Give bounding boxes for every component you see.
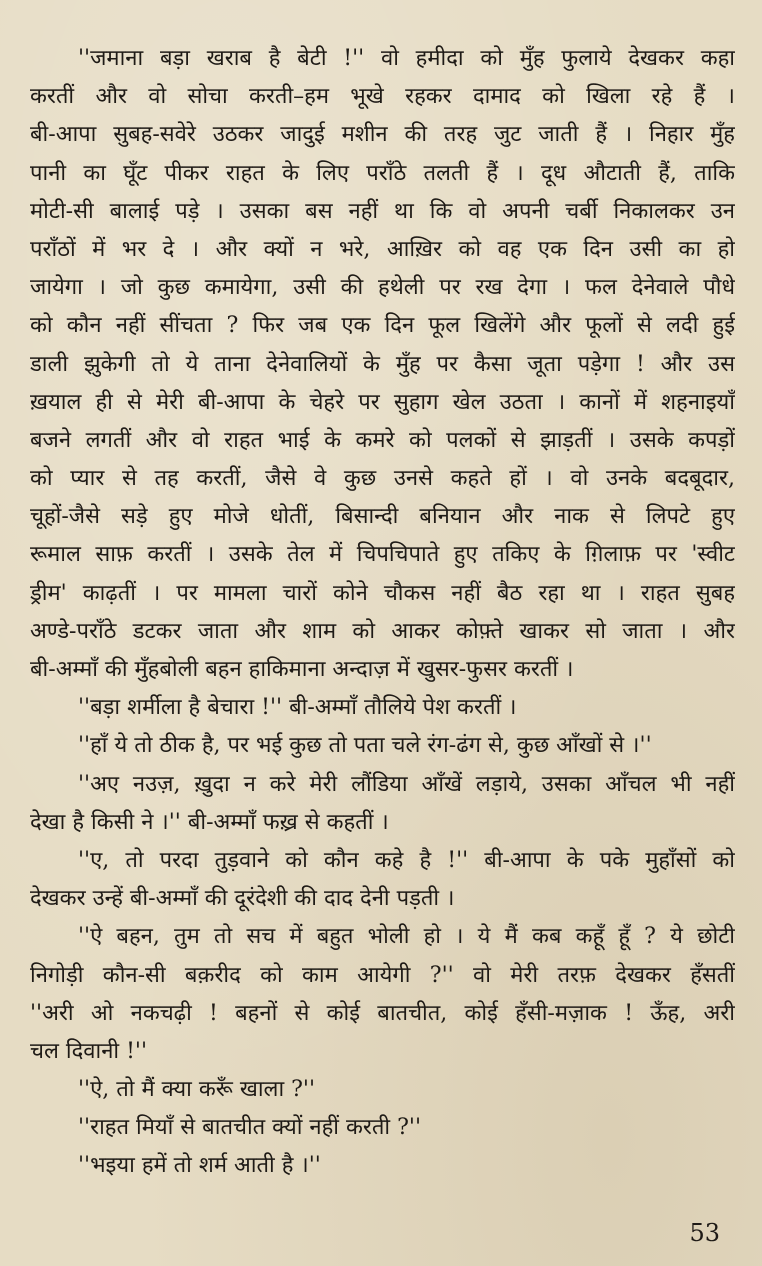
text-line: देखकर उन्हें बी-अम्माँ की दूरंदेशी की दाद देनी पड़ती । (30, 886, 455, 912)
text-line: बी-आपा सुबह-सवेरे उठकर जादुई मशीन की तरह जुट जाती हैं । निहार मुँह (30, 122, 735, 148)
text-line: बी-अम्माँ की मुँहबोली बहन हाकिमाना अन्दाज़ में खुसर-फुसर करतीं । (30, 657, 574, 682)
text-line: निगोड़ी कौन-सी बक़रीद को काम आयेगी ?'' वो मेरी तरफ़ देखकर हँसतीं (30, 962, 735, 988)
text-line: देखा है किसी ने ।'' बी-अम्माँ फख़्र से कहतीं । (30, 809, 389, 835)
text-line: ''ऐ, तो मैं क्या करूँ खाला ?'' (78, 1077, 316, 1103)
page-number: 53 (689, 1219, 720, 1247)
text-line: ख़याल ही से मेरी बी-आपा के चेहरे पर सुहाग खेल उठता । कानों में शहनाइयाँ (30, 389, 735, 415)
text-line: ''हाँ ये तो ठीक है, पर भई कुछ तो पता चले रंग-ढंग से, कुछ आँखों से ।'' (78, 733, 652, 759)
text-line: ''ऐ बहन, तुम तो सच में बहुत भोली हो । ये मैं कब कहूँ हूँ ? ये छोटी (78, 924, 735, 950)
text-line: ड्रीम' काढ़तीं । पर मामला चारों कोने चौकस नहीं बैठ रहा था । राहत सुबह (30, 580, 735, 606)
page-text (30, 40, 735, 1186)
text-line: ''ए, तो परदा तुड़वाने को कौन कहे है !'' बी-आपा के पके मुहाँसों को (78, 847, 735, 873)
text-line: ''भइया हमें तो शर्म आती है ।'' (78, 1153, 321, 1179)
text-line: जायेगा । जो कुछ कमायेगा, उसी की हथेली पर रख देगा । फल देनेवाले पौधे (30, 275, 735, 301)
text-line: ''बड़ा शर्मीला है बेचारा !'' बी-अम्माँ तौलिये पेश करतीं । (78, 695, 517, 721)
text-line: अण्डे-पराँठे डटकर जाता और शाम को आकर कोफ़्ते खाकर सो जाता । और (30, 618, 735, 644)
text-line: पराँठों में भर दे । और क्यों न भरे, आख़िर को वह एक दिन उसी का हो (30, 236, 735, 262)
text-line: को प्यार से तह करतीं, जैसे वे कुछ उनसे कहते हों । वो उनके बदबूदार, (30, 466, 735, 492)
text-line: करतीं और वो सोचा करती–हम भूखे रहकर दामाद को खिला रहे हैं । (30, 84, 735, 110)
text-line: ''जमाना बड़ा खराब है बेटी !'' वो हमीदा को मुँह फुलाये देखकर कहा (78, 46, 735, 71)
text-line: को कौन नहीं सींचता ? फिर जब एक दिन फूल खिलेंगे और फूलों से लदी हुई (30, 313, 735, 339)
text-line: रूमाल साफ़ करतीं । उसके तेल में चिपचिपाते हुए तकिए के ग़िलाफ़ पर 'स्वीट (30, 542, 735, 568)
text-line: ''अरी ओ नकचढ़ी ! बहनों से कोई बातचीत, कोई हँसी-मज़ाक ! ऊँह, अरी (30, 1000, 735, 1026)
text-line: चूहों-जैसे सड़े हुए मोजे धोतीं, बिसान्दी बनियान और नाक से लिपटे हुए (30, 504, 735, 530)
text-line: पानी का घूँट पीकर राहत के लिए पराँठे तलती हैं । दूध औटाती हैं, ताकि (30, 160, 735, 186)
text-line: मोटी-सी बालाई पड़े । उसका बस नहीं था कि वो अपनी चर्बी निकालकर उन (30, 198, 735, 224)
text-line: डाली झुकेगी तो ये ताना देनेवालियों के मुँह पर कैसा जूता पड़ेगा ! और उस (30, 351, 735, 377)
text-line: बजने लगतीं और वो राहत भाई के कमरे को पलकों से झाड़तीं । उसके कपड़ों (30, 427, 735, 453)
text-line: चल दिवानी !'' (30, 1038, 148, 1064)
text-line: ''राहत मियाँ से बातचीत क्यों नहीं करती ?'' (78, 1115, 421, 1141)
text-line: ''अए नउज़, ख़ुदा न करे मेरी लौंडिया आँखें लड़ाये, उसका आँचल भी नहीं (78, 771, 735, 797)
